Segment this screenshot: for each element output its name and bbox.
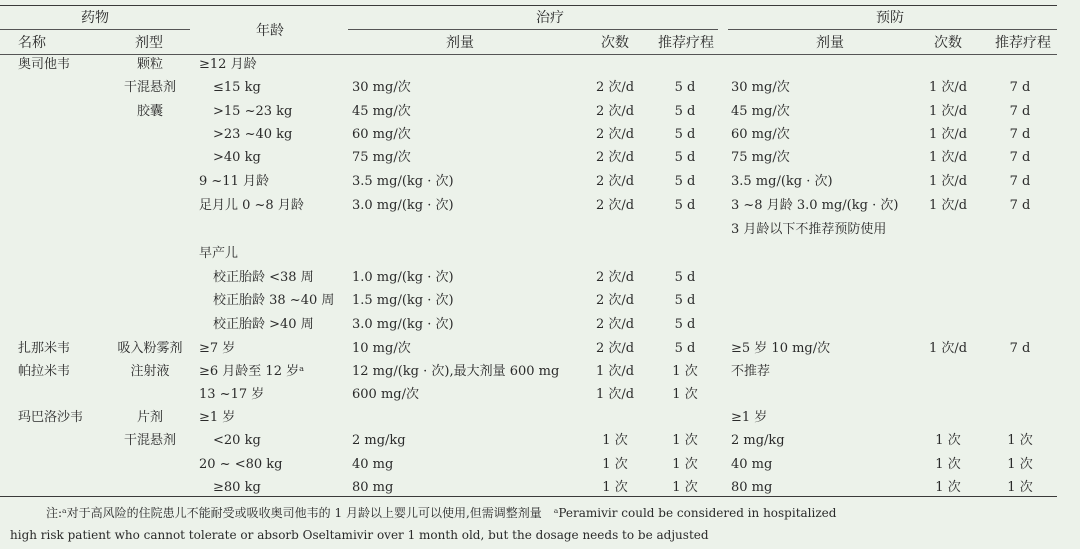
cell-t-times: 1 次 <box>602 457 628 472</box>
cell-p-dose: 75 mg/次 <box>731 150 790 165</box>
cell-p-course: 7 d <box>1009 80 1031 95</box>
cell-p-dose: 60 mg/次 <box>731 127 790 142</box>
cell-t-course: 5 d <box>674 341 696 356</box>
header-name: 名称 <box>18 35 46 51</box>
cell-t-dose: 2 mg/kg <box>352 433 406 448</box>
cell-name: 扎那米韦 <box>18 341 71 356</box>
cell-age: 足月儿 0 ~8 月龄 <box>199 198 304 213</box>
cell-t-course: 5 d <box>674 174 696 189</box>
cell-p-dose: 40 mg <box>731 457 773 472</box>
cell-t-times: 1 次 <box>602 433 628 448</box>
header-drug: 药物 <box>81 10 109 26</box>
cell-age: 20 ~ <80 kg <box>199 457 283 472</box>
cell-t-course: 5 d <box>674 317 696 332</box>
cell-form: 片剂 <box>136 410 163 425</box>
cell-t-times: 1 次 <box>602 480 628 495</box>
header-treatment-dose: 剂量 <box>446 35 474 51</box>
cell-p-times: 1 次/d <box>928 174 968 189</box>
cell-t-course: 5 d <box>674 198 696 213</box>
cell-t-dose: 45 mg/次 <box>352 104 411 119</box>
cell-p-course: 1 次 <box>1007 457 1033 472</box>
cell-t-dose: 600 mg/次 <box>352 387 419 402</box>
cell-form: 干混悬剂 <box>123 80 176 95</box>
cell-form: 注射液 <box>130 364 170 379</box>
cell-t-times: 1 次/d <box>595 364 635 379</box>
cell-t-course: 1 次 <box>672 457 698 472</box>
cell-p-dose: 80 mg <box>731 480 773 495</box>
cell-age: <20 kg <box>213 433 261 448</box>
drug-group-rule <box>0 29 190 30</box>
cell-t-dose: 60 mg/次 <box>352 127 411 142</box>
cell-t-dose: 75 mg/次 <box>352 150 411 165</box>
cell-t-times: 2 次/d <box>595 293 635 308</box>
cell-t-dose: 3.0 mg/(kg · 次) <box>352 317 454 332</box>
cell-p-course: 7 d <box>1009 198 1031 213</box>
cell-t-course: 5 d <box>674 270 696 285</box>
cell-t-times: 2 次/d <box>595 104 635 119</box>
cell-form: 胶囊 <box>136 104 163 119</box>
cell-p-dose: 3.5 mg/(kg · 次) <box>731 174 833 189</box>
header-prevention-times: 次数 <box>934 35 962 51</box>
cell-age: ≥1 岁 <box>199 410 236 425</box>
cell-p-course: 7 d <box>1009 150 1031 165</box>
cell-p-times: 1 次/d <box>928 198 968 213</box>
cell-t-dose: 1.5 mg/(kg · 次) <box>352 293 454 308</box>
header-treatment-times: 次数 <box>601 35 629 51</box>
cell-p-dose: 3 ~8 月龄 3.0 mg/(kg · 次) <box>731 198 899 213</box>
cell-name: 奥司他韦 <box>18 57 71 72</box>
cell-p-dose: 45 mg/次 <box>731 104 790 119</box>
cell-p-times: 1 次/d <box>928 104 968 119</box>
cell-p-course: 1 次 <box>1007 480 1033 495</box>
cell-p-times: 1 次/d <box>928 127 968 142</box>
cell-p-times: 1 次/d <box>928 341 968 356</box>
cell-age: >15 ~23 kg <box>213 104 293 119</box>
cell-t-times: 2 次/d <box>595 80 635 95</box>
cell-age: ≥6 月龄至 12 岁ᵃ <box>199 364 305 379</box>
cell-age: ≤15 kg <box>213 80 261 95</box>
cell-t-dose: 3.5 mg/(kg · 次) <box>352 174 454 189</box>
cell-p-dose: ≥1 岁 <box>731 410 768 425</box>
header-treatment: 治疗 <box>536 10 564 26</box>
cell-t-course: 1 次 <box>672 433 698 448</box>
footnote-line-1: 注:ᵃ对于高风险的住院患儿不能耐受或吸收奥司他韦的 1 月龄以上婴儿可以使用,但需调整剂量 ᵃPeramivir could be considered in hospitalized <box>46 506 837 520</box>
cell-t-times: 2 次/d <box>595 317 635 332</box>
cell-form: 吸入粉雾剂 <box>117 341 183 356</box>
cell-p-times: 1 次/d <box>928 150 968 165</box>
cell-t-times: 2 次/d <box>595 150 635 165</box>
cell-t-dose: 3.0 mg/(kg · 次) <box>352 198 454 213</box>
header-form: 剂型 <box>135 35 163 51</box>
header-prevention: 预防 <box>876 10 904 26</box>
footnote-line-2: high risk patient who cannot tolerate or absorb Oseltamivir over 1 month old, but the dosage needs to be adjusted <box>10 528 709 542</box>
cell-t-dose: 30 mg/次 <box>352 80 411 95</box>
header-bottom-rule <box>0 54 1057 55</box>
cell-name: 玛巴洛沙韦 <box>18 410 84 425</box>
cell-form: 颗粒 <box>136 57 163 72</box>
cell-t-course: 1 次 <box>672 364 698 379</box>
cell-age: ≥80 kg <box>213 480 261 495</box>
cell-p-dose: 3 月龄以下不推荐预防使用 <box>731 222 887 237</box>
cell-age: 校正胎龄 <38 周 <box>213 270 314 285</box>
cell-p-course: 7 d <box>1009 174 1031 189</box>
header-age: 年龄 <box>256 23 284 39</box>
cell-age: 早产儿 <box>199 246 239 261</box>
cell-t-dose: 1.0 mg/(kg · 次) <box>352 270 454 285</box>
cell-t-course: 5 d <box>674 150 696 165</box>
cell-name: 帕拉米韦 <box>18 364 71 379</box>
cell-t-times: 2 次/d <box>595 174 635 189</box>
prevention-group-rule <box>728 29 1057 30</box>
cell-t-dose: 80 mg <box>352 480 394 495</box>
treatment-group-rule <box>348 29 718 30</box>
cell-p-times: 1 次 <box>935 433 961 448</box>
cell-t-course: 1 次 <box>672 480 698 495</box>
cell-t-times: 2 次/d <box>595 127 635 142</box>
cell-p-course: 7 d <box>1009 341 1031 356</box>
cell-age: ≥12 月龄 <box>199 57 257 72</box>
cell-p-times: 1 次 <box>935 457 961 472</box>
cell-t-times: 2 次/d <box>595 270 635 285</box>
cell-t-course: 5 d <box>674 104 696 119</box>
table-top-rule <box>0 5 1057 6</box>
cell-age: >40 kg <box>213 150 261 165</box>
cell-t-course: 1 次 <box>672 387 698 402</box>
cell-t-dose: 12 mg/(kg · 次),最大剂量 600 mg <box>352 364 560 379</box>
cell-age: 校正胎龄 38 ~40 周 <box>213 293 335 308</box>
cell-age: 校正胎龄 >40 周 <box>213 317 314 332</box>
cell-p-dose: 不推荐 <box>731 364 771 379</box>
cell-t-times: 2 次/d <box>595 198 635 213</box>
cell-age: 9 ~11 月龄 <box>199 174 269 189</box>
cell-p-dose: 30 mg/次 <box>731 80 790 95</box>
table-bottom-rule <box>0 496 1057 497</box>
cell-t-dose: 40 mg <box>352 457 394 472</box>
cell-t-course: 5 d <box>674 127 696 142</box>
cell-p-dose: 2 mg/kg <box>731 433 785 448</box>
header-prevention-dose: 剂量 <box>816 35 844 51</box>
cell-age: >23 ~40 kg <box>213 127 293 142</box>
cell-t-course: 5 d <box>674 80 696 95</box>
cell-age: 13 ~17 岁 <box>199 387 265 402</box>
header-treatment-course: 推荐疗程 <box>658 35 714 51</box>
cell-p-course: 1 次 <box>1007 433 1033 448</box>
cell-t-dose: 10 mg/次 <box>352 341 411 356</box>
cell-form: 干混悬剂 <box>123 433 176 448</box>
cell-t-course: 5 d <box>674 293 696 308</box>
cell-p-course: 7 d <box>1009 127 1031 142</box>
cell-p-course: 7 d <box>1009 104 1031 119</box>
cell-p-times: 1 次 <box>935 480 961 495</box>
cell-age: ≥7 岁 <box>199 341 236 356</box>
cell-p-times: 1 次/d <box>928 80 968 95</box>
header-prevention-course: 推荐疗程 <box>995 35 1051 51</box>
cell-t-times: 1 次/d <box>595 387 635 402</box>
cell-p-dose: ≥5 岁 10 mg/次 <box>731 341 831 356</box>
cell-t-times: 2 次/d <box>595 341 635 356</box>
